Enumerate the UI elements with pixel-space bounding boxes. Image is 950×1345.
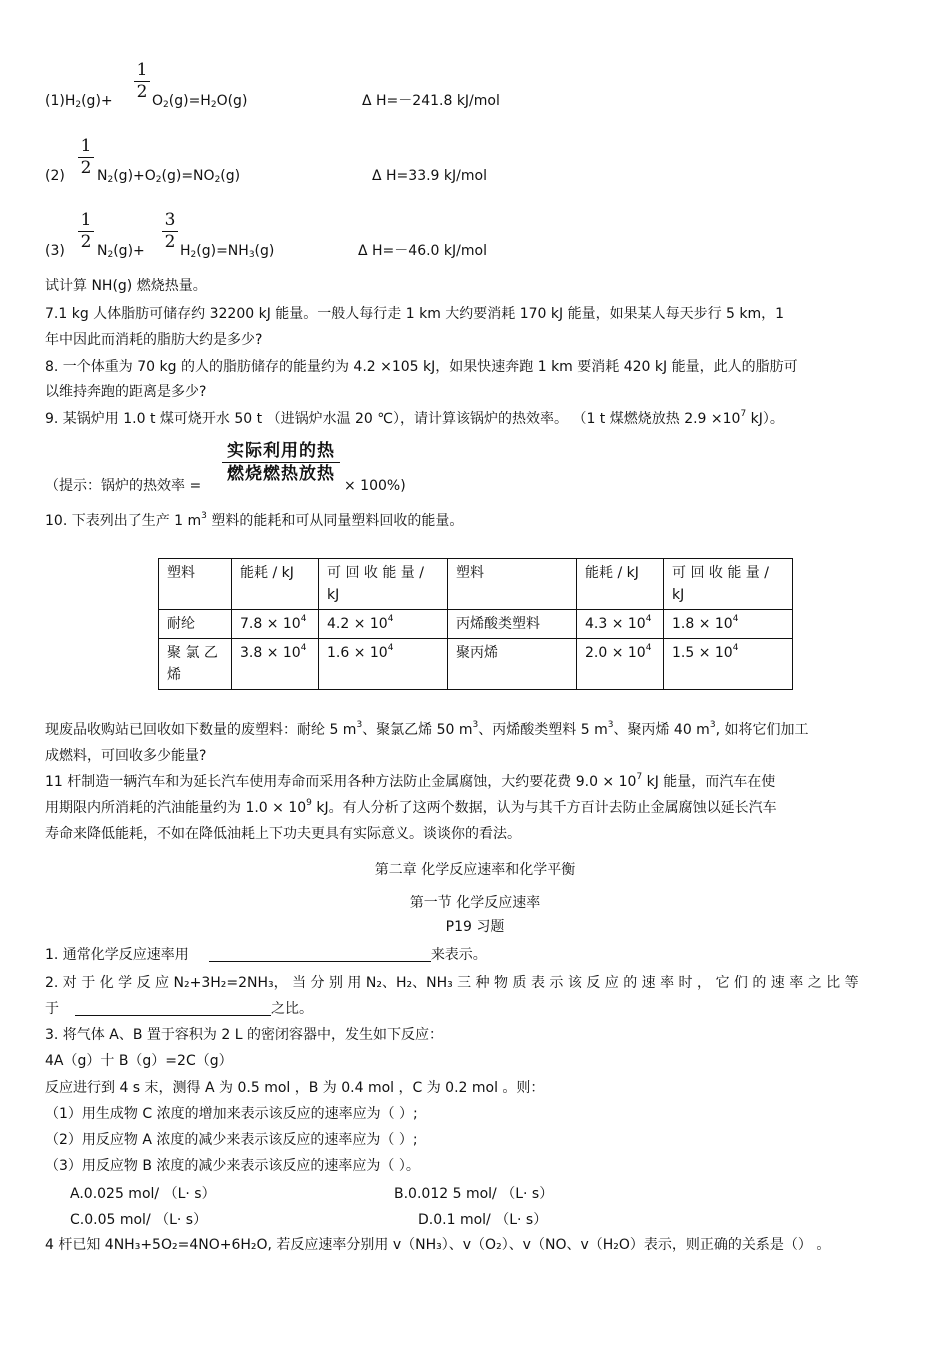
question-10-collected bbox=[45, 721, 808, 739]
exponent: 4 bbox=[645, 614, 652, 624]
q10b-text: 、聚氯乙烯 50 m bbox=[362, 722, 473, 738]
problem-2-line-2 bbox=[45, 1000, 313, 1018]
cell-energy bbox=[577, 610, 664, 639]
problem-3-conditions: 反应进行到 4 s 末，测得 A 为 0.5 mol ，B 为 0.4 mol ，C 为 0.2 mol 。则： bbox=[45, 1080, 545, 1096]
exponent: 4 bbox=[300, 614, 307, 624]
cell-recoverable bbox=[664, 610, 793, 639]
question-9 bbox=[45, 410, 784, 428]
exponent: 4 bbox=[732, 643, 739, 653]
denominator: 2 bbox=[80, 232, 92, 252]
exercise-page-ref: P19 习题 bbox=[445, 919, 505, 935]
equation-3-right bbox=[180, 242, 274, 260]
exponent: 3 bbox=[356, 720, 363, 730]
problem-3-line-1: 3. 将气体 A、B 置于容积为 2 L 的密闭容器中，发生如下反应： bbox=[45, 1027, 443, 1043]
denominator: 2 bbox=[80, 158, 92, 178]
exponent: 4 bbox=[645, 643, 652, 653]
value: 1.6 × 10 bbox=[327, 645, 388, 661]
exponent: 7 bbox=[740, 409, 747, 419]
exponent: 3 bbox=[709, 720, 716, 730]
p2-text: 于 bbox=[45, 1001, 59, 1017]
cell-plastic: 聚 氯 乙 烯 bbox=[159, 639, 232, 690]
subscript: 3 bbox=[248, 250, 255, 260]
cell-energy bbox=[232, 639, 319, 690]
hint-prefix: （提示：锅炉的热效率 = bbox=[45, 478, 202, 494]
value: 1.8 × 10 bbox=[672, 616, 733, 632]
equation-1-right bbox=[152, 92, 247, 110]
q10b-text: , 如将它们加工 bbox=[715, 722, 809, 738]
hint-numerator: 实际利用的热 bbox=[227, 441, 335, 461]
exponent: 9 bbox=[306, 798, 312, 808]
equation-3 bbox=[45, 242, 65, 260]
q11-text: kJ 能量，而汽车在使 bbox=[642, 774, 776, 790]
eq-text: (g)+O bbox=[113, 168, 156, 184]
numerator: 1 bbox=[136, 60, 148, 80]
numerator: 1 bbox=[80, 210, 92, 230]
question-10 bbox=[45, 512, 463, 530]
value: 4.2 × 10 bbox=[327, 616, 388, 632]
q10b-text: 、丙烯酸类塑料 5 m bbox=[478, 722, 608, 738]
fraction-three-halves bbox=[162, 212, 178, 251]
eq-text: (g)+ bbox=[113, 243, 145, 259]
question-11-line-1 bbox=[45, 773, 775, 791]
problem-1 bbox=[45, 946, 487, 964]
eq-text: (3) bbox=[45, 243, 65, 259]
problem-3-sub-1: （1）用生成物 C 浓度的增加来表示该反应的速率应为（ ）; bbox=[45, 1106, 418, 1122]
table-row bbox=[159, 639, 793, 690]
eq-text: (g) bbox=[220, 168, 241, 184]
value: 4.3 × 10 bbox=[585, 616, 646, 632]
subscript: 2 bbox=[214, 175, 221, 185]
cell-plastic: 耐纶 bbox=[159, 610, 232, 639]
fraction-one-half bbox=[78, 212, 94, 251]
problem-3-sub-3: （3）用反应物 B 浓度的减少来表示该反应的速率应为（ ）。 bbox=[45, 1158, 420, 1174]
numerator: 1 bbox=[80, 136, 92, 156]
eq-text: (2) bbox=[45, 168, 65, 184]
cell-recoverable bbox=[319, 610, 448, 639]
eq-text: (g) bbox=[254, 243, 275, 259]
header-energy: 能耗 / kJ bbox=[577, 559, 664, 610]
enthalpy-2: Δ H=33.9 kJ/mol bbox=[372, 168, 487, 184]
section-title: 第一节 化学反应速率 bbox=[409, 895, 541, 911]
header-plastic: 塑料 bbox=[159, 559, 232, 610]
cell-plastic: 丙烯酸类塑料 bbox=[448, 610, 577, 639]
p1-text: 1. 通常化学反应速率用 bbox=[45, 947, 189, 963]
cell-energy bbox=[232, 610, 319, 639]
equation-1 bbox=[45, 92, 113, 110]
subscript: 2 bbox=[107, 250, 114, 260]
question-8-line-2: 以维持奔跑的距离是多少? bbox=[45, 384, 207, 400]
question-7-line-1: 7.1 kg 人体脂肪可储存约 32200 kJ 能量。一般人每行走 1 km 大约要消耗 170 kJ 能量，如果某人每天步行 5 km，1 bbox=[45, 306, 785, 322]
equation-3-mid bbox=[97, 242, 145, 260]
table-row bbox=[159, 610, 793, 639]
plastics-energy-table bbox=[158, 558, 793, 690]
value: 1.5 × 10 bbox=[672, 645, 733, 661]
option-d: D.0.1 mol/ （L· s） bbox=[418, 1212, 548, 1228]
equation-2 bbox=[45, 167, 65, 185]
header-recoverable: 可 回 收 能 量 / kJ bbox=[664, 559, 793, 610]
problem-3-sub-2: （2）用反应物 A 浓度的减少来表示该反应的速率应为（ ）; bbox=[45, 1132, 418, 1148]
question-11-line-3: 寿命来降低能耗，不如在降低油耗上下功夫更具有实际意义。谈谈你的看法。 bbox=[45, 826, 521, 842]
value: 2.0 × 10 bbox=[585, 645, 646, 661]
value: 7.8 × 10 bbox=[240, 616, 301, 632]
exponent: 4 bbox=[387, 614, 394, 624]
fraction-one-half bbox=[78, 138, 94, 177]
exponent: 4 bbox=[300, 643, 307, 653]
option-c: C.0.05 mol/ （L· s） bbox=[70, 1212, 208, 1228]
chapter-title: 第二章 化学反应速率和化学平衡 bbox=[374, 862, 576, 878]
cell-energy bbox=[577, 639, 664, 690]
efficiency-fraction bbox=[222, 440, 340, 485]
exponent: 3 bbox=[472, 720, 479, 730]
value: 3.8 × 10 bbox=[240, 645, 301, 661]
eq-text: (g)=NO bbox=[161, 168, 215, 184]
enthalpy-1: Δ H=－241.8 kJ/mol bbox=[362, 93, 500, 109]
cell-recoverable bbox=[319, 639, 448, 690]
table-header-row bbox=[159, 559, 793, 610]
subscript: 2 bbox=[163, 100, 169, 110]
equation-2-right bbox=[97, 167, 240, 185]
exponent: 4 bbox=[387, 643, 394, 653]
q10b-text: 现废品收购站已回收如下数量的废塑料：耐纶 5 m bbox=[45, 722, 357, 738]
question-8-line-1: 8. 一个体重为 70 kg 的人的脂肪储存的能量约为 4.2 ×105 kJ，如果快速奔跑 1 km 要消耗 420 kJ 能量，此人的脂肪可 bbox=[45, 359, 798, 375]
q11-text: 用期限内所消耗的汽油能量约为 1.0 × 10 bbox=[45, 800, 307, 816]
question-10-collected-line-2: 成燃料，可回收多少能量? bbox=[45, 748, 207, 764]
header-energy: 能耗 / kJ bbox=[232, 559, 319, 610]
exponent: 3 bbox=[607, 720, 614, 730]
eq-text: (g)=H bbox=[168, 93, 211, 109]
enthalpy-3: Δ H=－46.0 kJ/mol bbox=[358, 243, 487, 259]
exponent: 3 bbox=[201, 511, 207, 521]
eq-text: (g)+ bbox=[81, 93, 113, 109]
subscript: 2 bbox=[210, 100, 217, 110]
fraction-one-half bbox=[134, 62, 150, 101]
hint-suffix: × 100%) bbox=[344, 478, 406, 494]
q9-text: kJ）。 bbox=[746, 411, 784, 427]
exponent: 7 bbox=[636, 772, 643, 782]
denominator: 2 bbox=[164, 232, 176, 252]
header-plastic: 塑料 bbox=[448, 559, 577, 610]
q9-text: 9. 某锅炉用 1.0 t 煤可烧开水 50 t （进锅炉水温 20 ℃），请计算该锅炉的热效率。 （1 t 煤燃烧放热 2.9 ×10 bbox=[45, 411, 741, 427]
subscript: 2 bbox=[107, 175, 114, 185]
q10-text: 塑料的能耗和可从同量塑料回收的能量。 bbox=[206, 513, 464, 529]
eq-text: O(g) bbox=[216, 93, 248, 109]
problem-4: 4 杆已知 4NH₃+5O₂=4NO+6H₂O, 若反应速率分别用 v（NH₃）、v（O₂）、v（NO、v（H₂O）表示，则正确的关系是（） 。 bbox=[45, 1237, 831, 1253]
eq-text: N bbox=[97, 243, 108, 259]
p1-text: 来表示。 bbox=[430, 947, 487, 963]
exponent: 4 bbox=[732, 614, 739, 624]
subscript: 2 bbox=[190, 250, 197, 260]
q11-text: 11 杆制造一辆汽车和为延长汽车使用寿命而采用各种方法防止金属腐蚀，大约要花费 9.0 × 10 bbox=[45, 774, 637, 790]
denominator: 2 bbox=[136, 82, 148, 102]
q10b-text: 、聚丙烯 40 m bbox=[613, 722, 710, 738]
problem-2-line-1: 2. 对 于 化 学 反 应 N₂+3H₂=2NH₃， 当 分 别 用 N₂、H₂、NH₃ 三 种 物 质 表 示 该 反 应 的 速 率 时 ， 它 们 的 速 率 之 比 等 bbox=[45, 975, 859, 991]
problem-3-reaction: 4A（g）十 B（g）=2C（g） bbox=[45, 1053, 233, 1069]
eq-text: (1)H bbox=[45, 93, 76, 109]
header-recoverable: 可 回 收 能 量 / kJ bbox=[319, 559, 448, 610]
answer-blank[interactable] bbox=[75, 1001, 271, 1016]
numerator: 3 bbox=[164, 210, 176, 230]
cell-recoverable bbox=[664, 639, 793, 690]
eq-text: (g)=NH bbox=[196, 243, 249, 259]
question-11-line-2 bbox=[45, 799, 777, 817]
q11-text: kJ。有人分析了这两个数据，认为与其千方百计去防止金属腐蚀以延长汽车 bbox=[311, 800, 777, 816]
question-7-line-2: 年中因此而消耗的脂肪大约是多少? bbox=[45, 332, 263, 348]
eq-text: O bbox=[152, 93, 164, 109]
eq-text: N bbox=[97, 168, 108, 184]
subscript: 2 bbox=[75, 100, 82, 110]
cell-plastic: 聚丙烯 bbox=[448, 639, 577, 690]
p2-text: 之比。 bbox=[271, 1001, 313, 1017]
answer-blank[interactable] bbox=[209, 947, 431, 962]
question-6-prompt: 试计算 NH(g) 燃烧热量。 bbox=[45, 278, 207, 294]
subscript: 2 bbox=[155, 175, 162, 185]
hint-denominator: 燃烧燃热放热 bbox=[227, 464, 335, 484]
q10-text: 10. 下表列出了生产 1 m bbox=[45, 513, 202, 529]
eq-text: H bbox=[180, 243, 191, 259]
option-b: B.0.012 5 mol/ （L· s） bbox=[394, 1186, 554, 1202]
option-a: A.0.025 mol/ （L· s） bbox=[70, 1186, 216, 1202]
